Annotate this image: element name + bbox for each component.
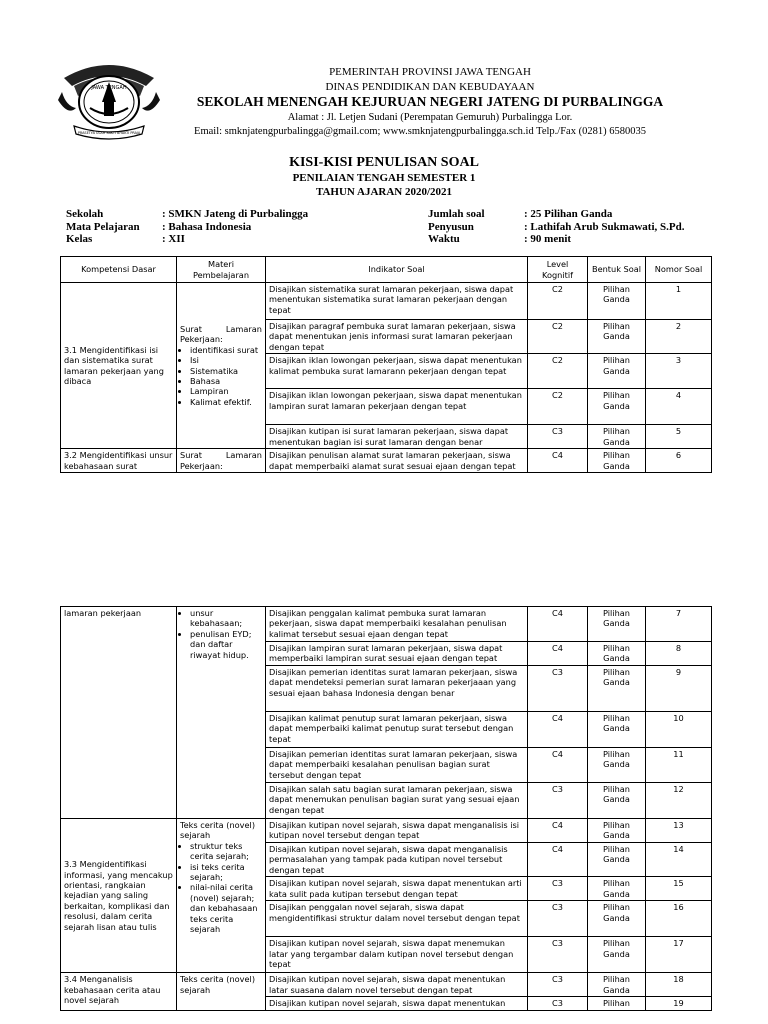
table-header-row (61, 257, 712, 283)
table-row: 3.3 Mengidentifikasi informasi, yang mencakup orientasi, rangkaian kejadian yang saling berkaitan, komplikasi dan resolusi, dalam cerita sejarah lisan atau tulis Teks cerita (novel) sejarah • struktur teks cerita sejarah; • isi teks cerita sejarah; • nilai-nilai cerita (novel) sejarah; dan kebahasaan teks cerita sejarah Disajikan kutipan novel sejarah, siswa dapat menganalisis isi kutipan novel tersebut dengan tepat C4 Pilihan Ganda 13 (61, 819, 712, 843)
info-right: Jumlah soal : 25 Pilihan Ganda Penyusun : Lathifah Arub Sukmawati, S.Pd. Waktu : 90 menit (428, 208, 685, 245)
svg-text:JAWA TENGAH: JAWA TENGAH (91, 85, 127, 91)
kd-cell: 3.1 Mengidentifikasi isi dan sistematika surat lamaran pekerjaan yang dibaca (61, 283, 177, 449)
indikator-cell: Disajikan sistematika surat lamaran pekerjaan, siswa dapat menentukan sistematika surat lamaran pekerjaan dengan tepat (266, 283, 528, 320)
header-contact: Email: smknjatengpurbalingga@gmail.com; www.smknjatengpurbalingga.sch.id Telp./Fax (0281) 6580035 (194, 126, 646, 137)
header-school-name: SEKOLAH MENENGAH KEJURUAN NEGERI JATENG DI PURBALINGGA (196, 94, 664, 109)
table-row: Disajikan salah satu bagian surat lamaran pekerjaan, siswa dapat menemukan penulisan bagian surat yang sesuai ejaan dengan tepat C3 Pilihan Ganda 12 (61, 783, 712, 819)
kisi-table-page2 (60, 606, 712, 1011)
kisi-table-page1 (60, 256, 712, 473)
table-row: lamaran pekerjaan • unsur kebahasaan; • penulisan EYD; dan daftar riwayat hidup. Disajikan penggalan kalimat pembuka surat lamaran pekerjaan, siswa dapat memperbaiki kesalahan penulisan kalimat tersebut sesuai ejaan dengan tepat C4 Pilihan Ganda 7 (61, 607, 712, 642)
kd-cell: lamaran pekerjaan (61, 607, 177, 819)
table-row: 3.2 Mengidentifikasi unsur kebahasaan surat Surat Lamaran Pekerjaan: Disajikan penulisan alamat surat lamaran pekerjaan, siswa dapat memperbaiki alamat surat sesuai ejaan dengan tepat C4 Pilihan Ganda 6 (61, 449, 712, 473)
table-row: Disajikan pemerian identitas surat lamaran pekerjaan, siswa dapat mendeteksi pemerian surat lamaran pekerjaaan yang sesuai ejaan bahasa Indonesia dengan benar C3 Pilihan Ganda 9 (61, 666, 712, 712)
table-row: Disajikan kutipan novel sejarah, siswa dapat menentukan C3 Pilihan 19 (61, 997, 712, 1011)
kd-cell: 3.4 Menganalisis kebahasaan cerita atau novel sejarah (61, 973, 177, 1011)
header-materi: Materi Pembelajaran (177, 257, 266, 283)
materi-cell: • unsur kebahasaan; • penulisan EYD; dan daftar riwayat hidup. (177, 607, 266, 819)
table-row: 3.4 Menganalisis kebahasaan cerita atau novel sejarah Teks cerita (novel) sejarah Disajikan kutipan novel sejarah, siswa dapat menentukan latar suasana dalam novel tersebut dengan tepat C3 Pilihan Ganda 18 (61, 973, 712, 997)
table-row: Disajikan kutipan novel sejarah, siswa dapat menemukan latar yang tergambar dalam kutipan novel tersebut dengan tepat C3 Pilihan Ganda 17 (61, 937, 712, 973)
letterhead (40, 48, 740, 148)
header-address: Alamat : Jl. Letjen Sudani (Perempatan Gemuruh) Purbalingga Lor. (287, 112, 573, 123)
materi-cell: Teks cerita (novel) sejarah (177, 973, 266, 1011)
table-row: Disajikan pemerian identitas surat lamaran pekerjaan, siswa dapat memperbaiki kesalahan penulisan bagian surat tersebut dengan tepat C4 Pilihan Ganda 11 (61, 748, 712, 783)
table-row: Disajikan iklan lowongan pekerjaan, siswa dapat menentukan kalimat pembuka surat lamarann pekerjaan dengan tepat C2 Pilihan Ganda 3 (61, 354, 712, 389)
header-indikator: Indikator Soal (266, 257, 528, 283)
header-kompetensi-dasar: Kompetensi Dasar (61, 257, 177, 283)
title-academic-year: TAHUN AJARAN 2020/2021 (315, 186, 453, 198)
info-left: Sekolah : SMKN Jateng di Purbalingga Mata Pelajaran : Bahasa Indonesia Kelas : XII (66, 208, 309, 245)
title-assessment: PENILAIAN TENGAH SEMESTER 1 (292, 172, 476, 184)
table-row: Disajikan paragraf pembuka surat lamaran pekerjaan, siswa dapat menentukan jenis informasi surat lamaran pekerjaan dengan tepat C2 Pilihan Ganda 2 (61, 320, 712, 354)
kd-cell: 3.2 Mengidentifikasi unsur kebahasaan surat (61, 449, 177, 473)
table-row: Disajikan penggalan novel sejarah, siswa dapat mengidentifikasi struktur dalam novel tersebut dengan tepat C3 Pilihan Ganda 16 (61, 901, 712, 937)
table-row: Disajikan lampiran surat lamaran pekerjaan, siswa dapat memperbaiki lampiran surat sesuai ejaan dengan tepat C4 Pilihan Ganda 8 (61, 642, 712, 666)
kd-cell: 3.3 Mengidentifikasi informasi, yang mencakup orientasi, rangkaian kejadian yang saling berkaitan, komplikasi dan resolusi, dalam cerita sejarah lisan atau tulis (61, 819, 177, 973)
table-row: Disajikan kutipan novel sejarah, siswa dapat menentukan arti kata sulit pada kutipan tersebut dengan tepat C3 Pilihan Ganda 15 (61, 877, 712, 901)
header-nomor: Nomor Soal (646, 257, 712, 283)
table-row: Disajikan kutipan novel sejarah, siswa dapat menganalisis permasalahan yang tampak pada kutipan novel tersebut dengan tepat C4 Pilihan Ganda 14 (61, 843, 712, 877)
table-row: Disajikan kutipan isi surat lamaran pekerjaan, siswa dapat menentukan bagian isi surat lamaran dengan benar C3 Pilihan Ganda 5 (61, 425, 712, 449)
header-government: PEMERINTAH PROVINSI JAWA TENGAH (329, 66, 531, 78)
header-department: DINAS PENDIDIKAN DAN KEBUDAYAAN (325, 81, 535, 93)
table-row: Disajikan iklan lowongan pekerjaan, siswa dapat menentukan lampiran surat lamaran pekerjaan dengan tepat C2 Pilihan Ganda 4 (61, 389, 712, 425)
table-row: 3.1 Mengidentifikasi isi dan sistematika surat lamaran pekerjaan yang dibaca Surat Lamaran Pekerjaan: • identifikasi surat • Isi • Sistematika • Bahasa • Lampiran • Kalimat efektif. Disajikan sistematika surat lamaran pekerjaan, siswa dapat menentukan sistematika surat lamaran pekerjaan dengan tepat C2 Pilihan Ganda 1 (61, 283, 712, 320)
table-row: Disajikan kalimat penutup surat lamaran pekerjaan, siswa dapat memperbaiki kalimat penutup surat tersebut dengan tepat C4 Pilihan Ganda 10 (61, 712, 712, 748)
materi-cell: Surat Lamaran Pekerjaan: • identifikasi surat • Isi • Sistematika • Bahasa • Lampiran • Kalimat efektif. (177, 283, 266, 449)
materi-cell: Teks cerita (novel) sejarah • struktur teks cerita sejarah; • isi teks cerita sejarah; • nilai-nilai cerita (novel) sejarah; dan kebahasaan teks cerita sejarah (177, 819, 266, 973)
header-level: Level Kognitif (528, 257, 588, 283)
materi-cell: Surat Lamaran Pekerjaan: (177, 449, 266, 473)
title-main: KISI-KISI PENULISAN SOAL (289, 155, 479, 170)
header-bentuk: Bentuk Soal (588, 257, 646, 283)
document-title (0, 155, 768, 199)
svg-text:PRASETYA ULAH SAKTI BHAKTI PRA: PRASETYA ULAH SAKTI BHAKTI PRAJA (77, 131, 141, 135)
